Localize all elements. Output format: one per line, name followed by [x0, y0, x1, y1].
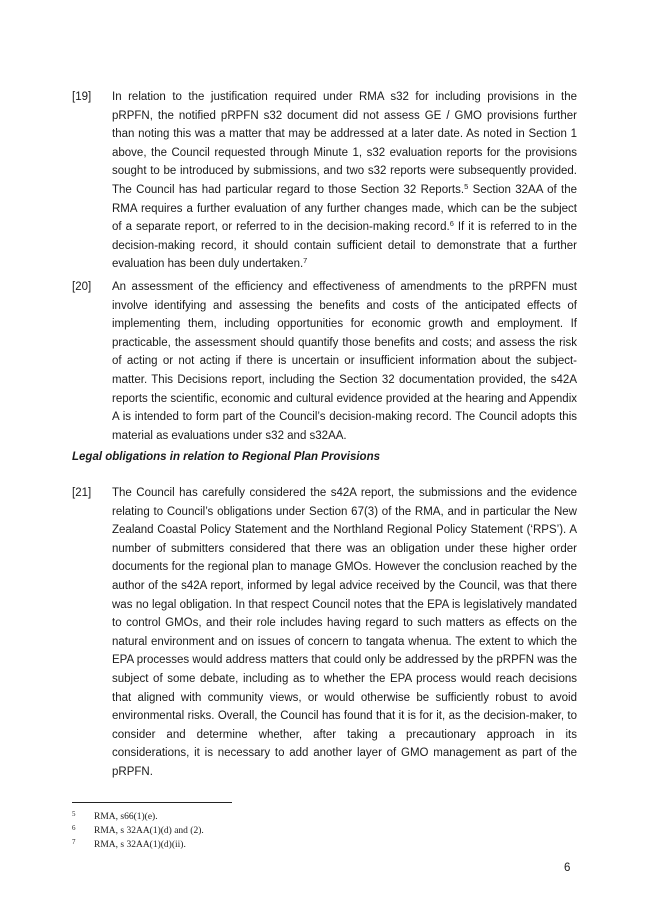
footnote-ref-5[interactable]: 5: [464, 181, 469, 191]
footnote-text: RMA, s66(1)(e).: [94, 812, 158, 822]
footnote-number: 6: [72, 824, 76, 832]
paragraph-19: [72, 88, 577, 274]
footnote-text: RMA, s 32AA(1)(d)(ii).: [94, 840, 186, 850]
paragraph-text: [112, 88, 577, 274]
footnote-ref-7[interactable]: 7: [303, 256, 308, 266]
paragraph-number: [20]: [72, 281, 92, 293]
footnote-number: 7: [72, 838, 76, 846]
paragraph-number: [21]: [72, 487, 92, 499]
footnote-text: RMA, s 32AA(1)(d) and (2).: [94, 826, 204, 836]
paragraph-text-segment: In relation to the justification required under RMA s32 for including provisions in the pRPFN, the notified pRPFN s32 document did not assess GE / GMO provisions further than noting this was a matter that may be addressed at a later date. As noted in Section 1 above, the Council requested through Minute 1, s32 evaluation reports for the provisions sought to be introduced by submissions, and two s32 reports were subsequently provided. The Council has had particular regard to those Section 32 Reports.: [112, 91, 577, 196]
footnote-divider: [72, 802, 232, 803]
paragraph-21: [72, 484, 577, 782]
section-heading: Legal obligations in relation to Regional Plan Provisions: [72, 451, 380, 463]
paragraph-text: An assessment of the efficiency and effectiveness of amendments to the pRPFN must involve identifying and assessing the benefits and costs of the anticipated effects of implementing them, including opportunities for economic growth and employment. If practicable, the assessment should quantify those benefits and costs; and assess the risk of acting or not acting if there is uncertain or insufficient information about the subject-matter. This Decisions report, including the Section 32 documentation provided, the s42A reports the scientific, economic and cultural evidence provided at the hearing and Appendix A is intended to form part of the Council’s decision-making record. The Council adopts this material as evaluations under s32 and s32AA.: [112, 281, 577, 442]
paragraph-text-segment: Section 32AA of the RMA requires a further evaluation of any further changes made, which can be the subject of a separate report, or referred to in the decision-making record.: [112, 183, 577, 234]
paragraph-number: [19]: [72, 91, 92, 103]
paragraph-text-segment: If it is referred to in the decision-making record, it should contain sufficient detail to demonstrate that a further evaluation has been duly undertaken.: [112, 221, 577, 271]
footnote-number: 5: [72, 810, 76, 818]
page-number: 6: [564, 862, 571, 874]
footnote-ref-6[interactable]: 6: [449, 219, 454, 229]
paragraph-20: [72, 278, 577, 445]
paragraph-text: The Council has carefully considered the s42A report, the submissions and the evidence relating to Council’s obligations under Section 67(3) of the RMA, and in particular the New Zealand Coastal Policy Statement and the Northland Regional Policy Statement (‘RPS’). A number of submitters considered that there was an obligation under these higher order documents for the regional plan to manage GMOs. However the conclusion reached by the author of the s42A report, informed by legal advice received by the Council, was that there was no legal obligation. In that respect Council notes that the EPA is legislatively mandated to control GMOs, and their role includes having regard to such matters as effects on the natural environment and on issues of concern to tangata whenua. The extent to which the EPA processes would address matters that could only be addressed by the pRPFN was the subject of some debate, including as to whether the EPA process would reach decisions that aligned with community views, or would otherwise be sufficiently robust to avoid environmental risks. Overall, the Council has found that it is for it, as the decision-maker, to consider and determine whether, after taking a precautionary approach in its considerations, it is necessary to add another layer of GMO management as part of the pRPFN.: [112, 487, 577, 778]
